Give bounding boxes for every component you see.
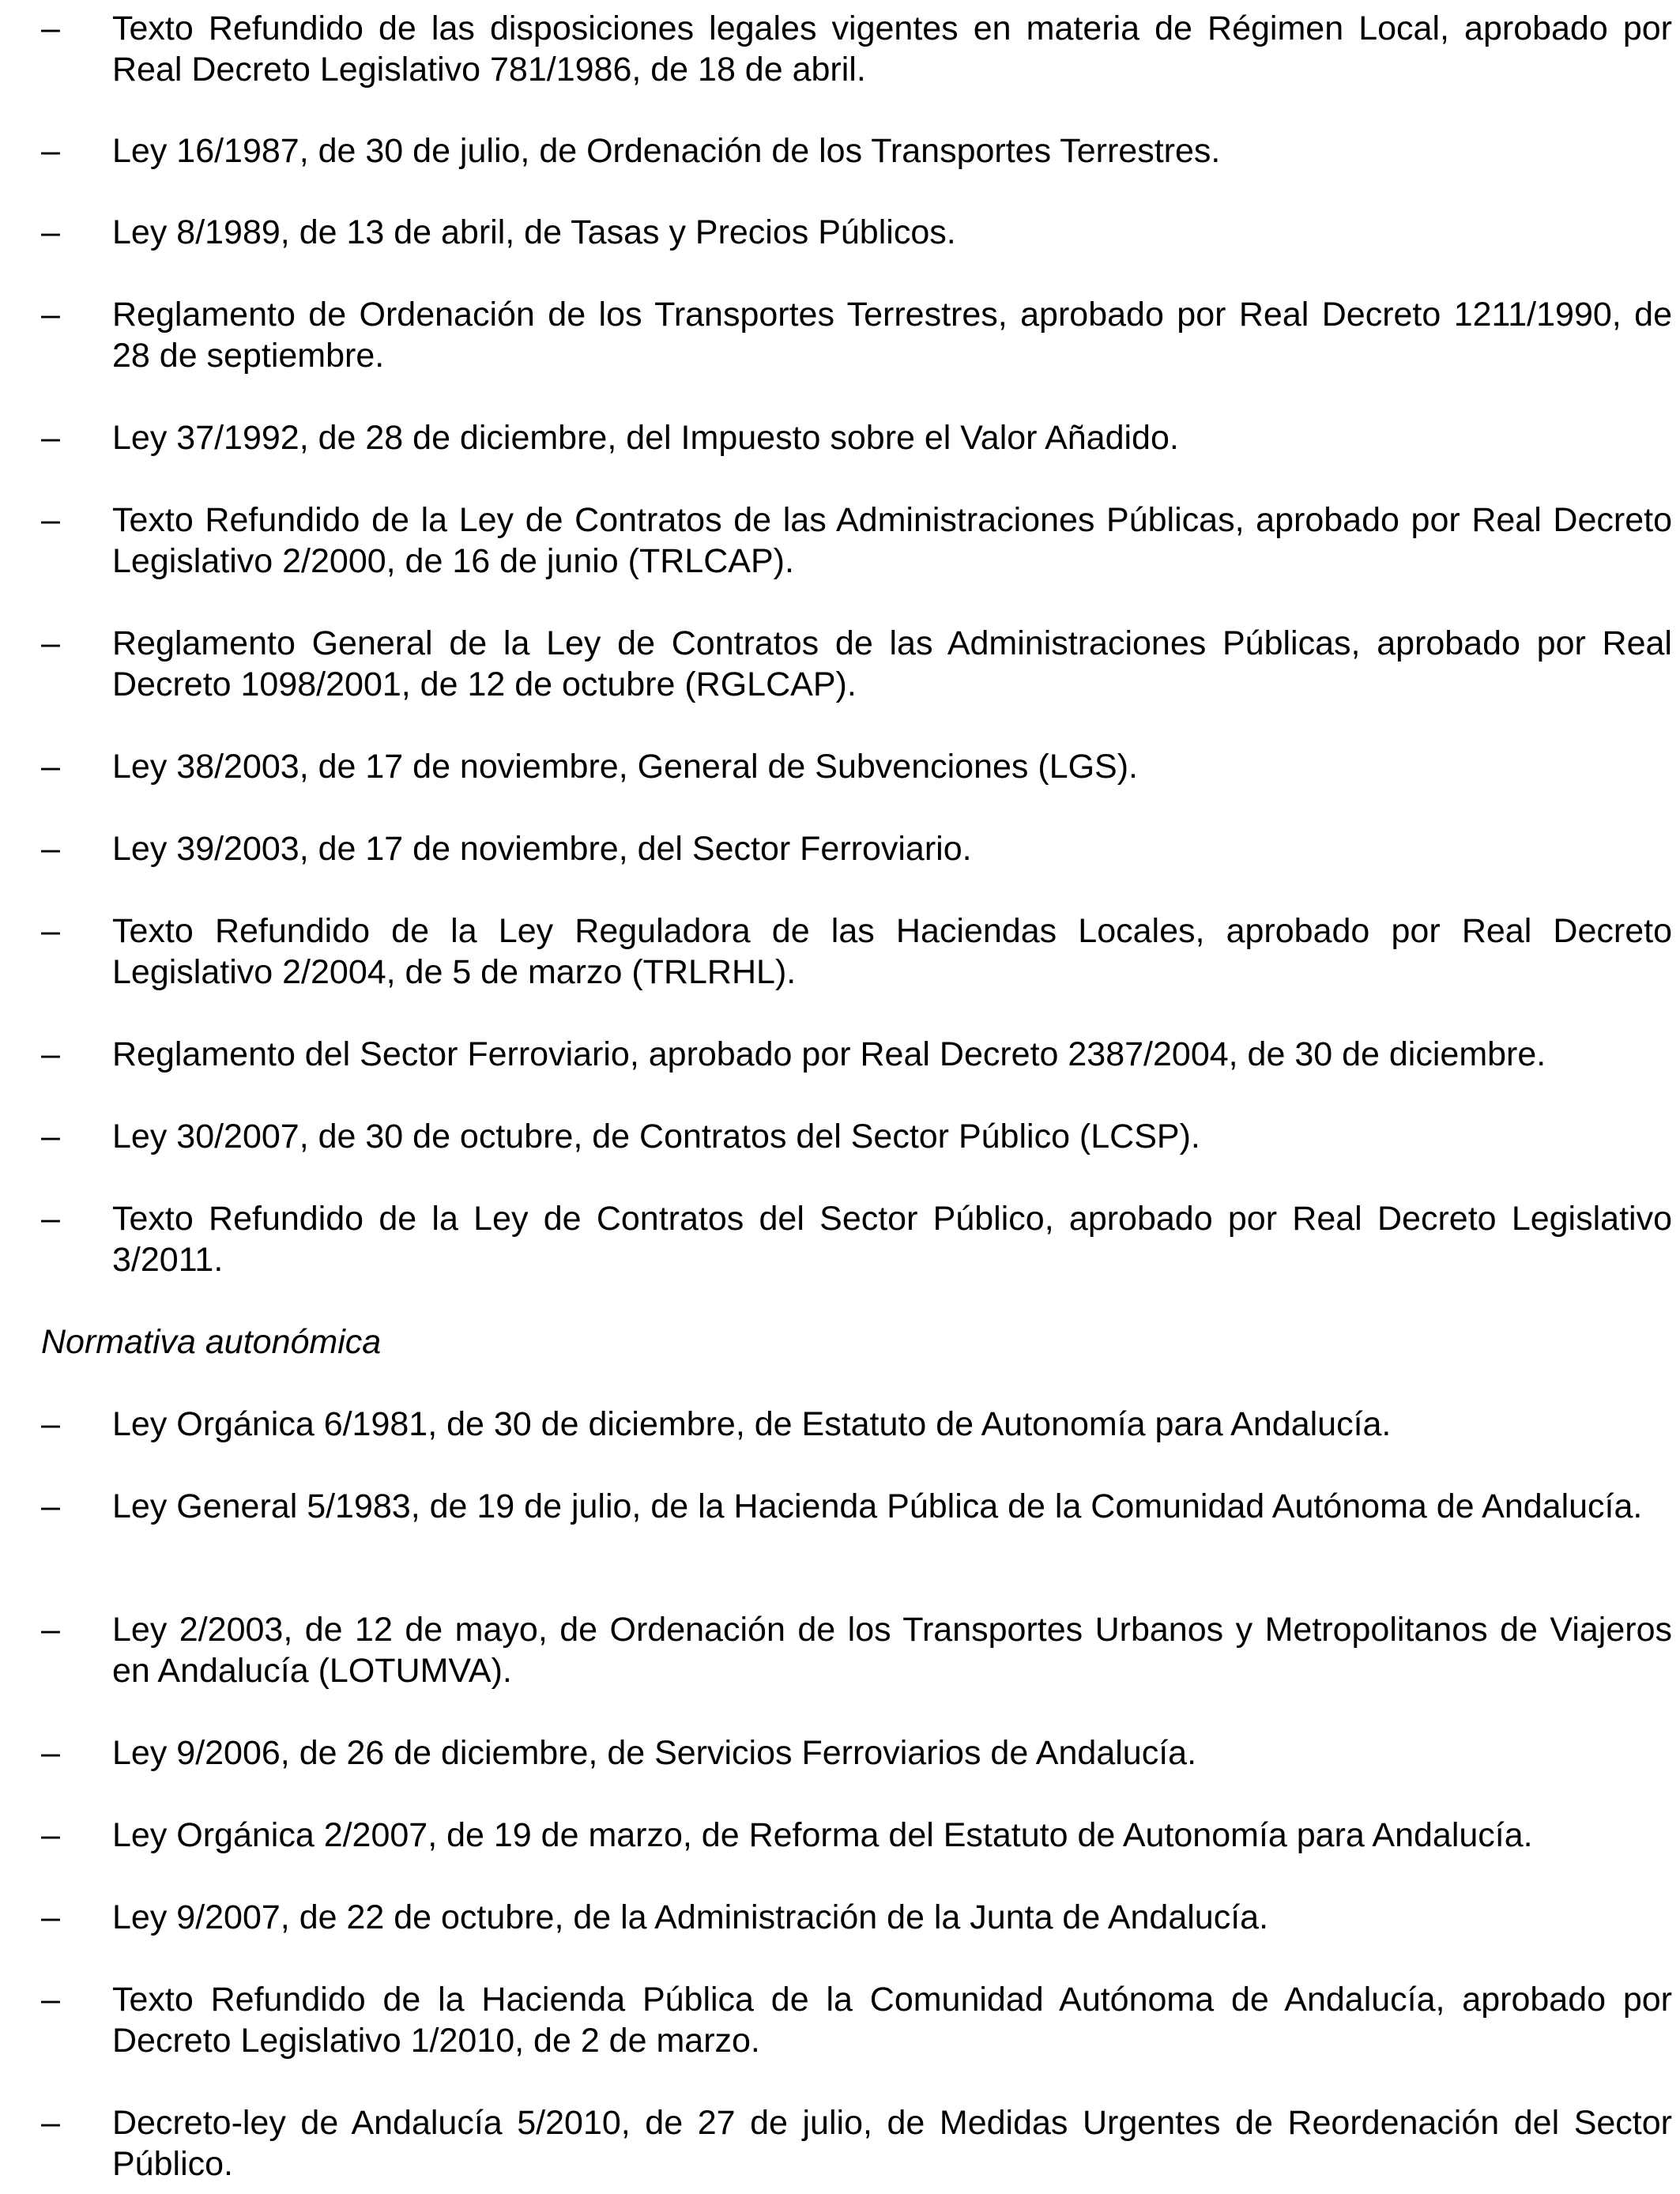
bullet-dash: –	[41, 9, 60, 47]
list-item-text: Ley 30/2007, de 30 de octubre, de Contratos del Sector Público (LCSP).	[112, 1118, 1200, 1155]
bullet-dash: –	[41, 501, 60, 539]
list-item-text: Decreto-ley de Andalucía 5/2010, de 27 de julio, de Medidas Urgentes de Reordenación del Sector Público.	[112, 2104, 1672, 2183]
list-item-text: Texto Refundido de la Ley de Contratos de las Administraciones Públicas, aprobado por Real Decreto Legislativo 2/2000, de 16 de junio (TRLCAP).	[112, 501, 1672, 580]
bullet-dash: –	[41, 1898, 60, 1936]
list-item-text: Ley 37/1992, de 28 de diciembre, del Impuesto sobre el Valor Añadido.	[112, 419, 1179, 457]
list-item-text: Texto Refundido de la Ley Reguladora de las Haciendas Locales, aprobado por Real Decreto Legislativo 2/2004, de 5 de marzo (TRLRHL).	[112, 912, 1672, 991]
list-item-text: Ley 16/1987, de 30 de julio, de Ordenación de los Transportes Terrestres.	[112, 132, 1221, 170]
list-item-text: Ley Orgánica 6/1981, de 30 de diciembre, de Estatuto de Autonomía para Andalucía.	[112, 1405, 1392, 1443]
list-item-text: Ley Orgánica 2/2007, de 19 de marzo, de Reforma del Estatuto de Autonomía para Andalucía.	[112, 1816, 1533, 1854]
bullet-dash: –	[41, 1734, 60, 1772]
list-item-text: Reglamento de Ordenación de los Transportes Terrestres, aprobado por Real Decreto 1211/1990, de 28 de septiembre.	[112, 296, 1672, 375]
list-item-text: Ley 2/2003, de 12 de mayo, de Ordenación de los Transportes Urbanos y Metropolitanos de Viajeros en Andalucía (LOTUMVA).	[112, 1611, 1672, 1690]
list-item-text: Ley 9/2007, de 22 de octubre, de la Administración de la Junta de Andalucía.	[112, 1898, 1269, 1936]
section-heading: Normativa autonómica	[41, 1323, 382, 1361]
bullet-dash: –	[41, 1118, 60, 1155]
list-item-text: Texto Refundido de la Ley de Contratos del Sector Público, aprobado por Real Decreto Legislativo 3/2011.	[112, 1200, 1672, 1279]
bullet-dash: –	[41, 296, 60, 334]
bullet-dash: –	[41, 1487, 60, 1525]
list-item-text: Reglamento del Sector Ferroviario, aprobado por Real Decreto 2387/2004, de 30 de diciembre.	[112, 1035, 1546, 1073]
list-item-text: Texto Refundido de las disposiciones legales vigentes en materia de Régimen Local, aprobado por Real Decreto Legislativo 781/1986, de 18 de abril.	[112, 9, 1672, 89]
list-item-text: Ley 9/2006, de 26 de diciembre, de Servicios Ferroviarios de Andalucía.	[112, 1734, 1197, 1772]
list-item-text: Ley General 5/1983, de 19 de julio, de la Hacienda Pública de la Comunidad Autónoma de Andalucía.	[112, 1487, 1643, 1525]
bullet-dash: –	[41, 213, 60, 251]
bullet-dash: –	[41, 624, 60, 662]
list-item-text: Texto Refundido de la Hacienda Pública de la Comunidad Autónoma de Andalucía, aprobado por Decreto Legislativo 1/2010, de 2 de marzo.	[112, 1981, 1672, 2060]
bullet-dash: –	[41, 1981, 60, 2019]
bullet-dash: –	[41, 1035, 60, 1073]
bullet-dash: –	[41, 419, 60, 457]
bullet-dash: –	[41, 1816, 60, 1854]
bullet-dash: –	[41, 1405, 60, 1443]
bullet-dash: –	[41, 748, 60, 786]
list-item-text: Reglamento General de la Ley de Contratos de las Administraciones Públicas, aprobado por Real Decreto 1098/2001, de 12 de octubre (RGLCAP).	[112, 624, 1672, 703]
bullet-dash: –	[41, 132, 60, 170]
bullet-dash: –	[41, 2104, 60, 2142]
bullet-dash: –	[41, 1200, 60, 1238]
list-item-text: Ley 38/2003, de 17 de noviembre, General de Subvenciones (LGS).	[112, 748, 1138, 786]
list-item-text: Ley 39/2003, de 17 de noviembre, del Sector Ferroviario.	[112, 830, 972, 868]
bullet-dash: –	[41, 912, 60, 950]
list-item-text: Ley 8/1989, de 13 de abril, de Tasas y Precios Públicos.	[112, 213, 956, 251]
bullet-dash: –	[41, 1611, 60, 1649]
bullet-dash: –	[41, 830, 60, 868]
